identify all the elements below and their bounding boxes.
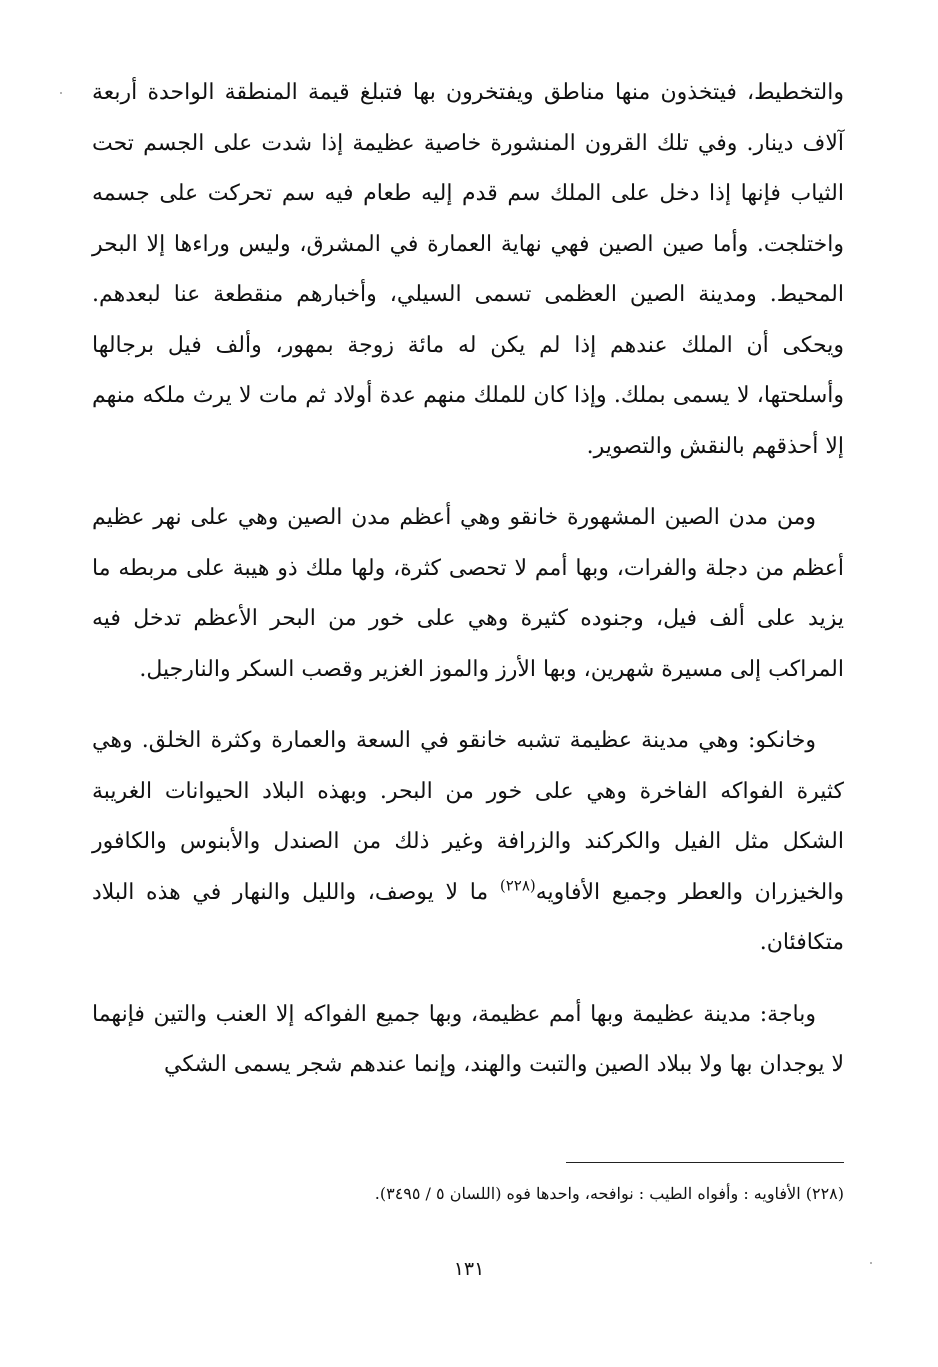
paragraph-3	[92, 716, 844, 969]
footnote-reference[interactable]: (٢٢٨)	[499, 876, 536, 895]
paragraph-2	[92, 493, 844, 695]
paragraph-1	[92, 68, 844, 472]
paragraph-2-text: ومن مدن الصين المشهورة خانقو وهي أعظم مدن الصين وهي على نهر عظيم أعظم من دجلة والفرات، وبها أمم لا تحصى كثرة، ولها ملك ذو هيبة على مربطه ما يزيد على ألف فيل، وجنوده كثيرة وهي على خور من البحر الأعظم تدخل فيه المراكب إلى مسيرة شهرين، وبها الأرز والموز الغزير وقصب السكر والنارجيل.	[92, 505, 844, 682]
paragraph-4-text: وباجة: مدينة عظيمة وبها أمم عظيمة، وبها جميع الفواكه إلا العنب والتين فإنهما لا يوجدان بها ولا ببلاد الصين والتبت والهند، وإنما عندهم شجر يسمى الشكي	[92, 1001, 844, 1077]
paragraph-4	[92, 990, 844, 1091]
page-number: ١٣١	[453, 1258, 485, 1280]
main-text	[92, 68, 844, 1112]
paragraph-3-text-before: وخانكو: وهي مدينة عظيمة تشبه خانقو في السعة والعمارة وكثرة الخلق. وهي كثيرة الفواكه الفاخرة وهي على خور من البحر. وبهذه البلاد الحيوانات الغريبة الشكل مثل الفيل والكركند والزرافة وغير ذلك من الصندل والأبنوس والكافور والخيزران والعطر وجميع الأفاويه	[92, 728, 844, 905]
paragraph-1-text: والتخطيط، فيتخذون منها مناطق ويفتخرون بها فتبلغ قيمة المنطقة الواحدة أربعة آلاف دينار. وفي تلك القرون المنشورة خاصية عظيمة إذا شدت على الجسم تحت الثياب فإنها إذا دخل على الملك سم قدم إليه طعام فيه سم تحركت على جسمه واختلجت. وأما صين الصين فهي نهاية العمارة في المشرق، وليس وراءها إلا البحر المحيط. ومدينة الصين العظمى تسمى السيلي، وأخبارهم منقطعة عنا لبعدهم. ويحكى أن الملك عندهم إذا لم يكن له مائة زوجة بمهور، وألف فيل برجالها وأسلحتها، لا يسمى بملك. وإذا كان للملك منهم عدة أولاد ثم مات لا يرث ملكه منهم إلا أحذقهم بالنقش والتصوير.	[92, 80, 844, 459]
footnote-separator	[566, 1162, 844, 1163]
footnote: (٢٢٨) الأفاويه : وأفواه الطيب : نوافحه، واحدها فوه (اللسان ٥ / ٣٤٩٥).	[374, 1184, 844, 1203]
scan-speck	[60, 92, 62, 94]
scan-speck	[870, 1262, 872, 1264]
paragraph-3-text-after: ما لا يوصف، والليل والنهار في هذه البلاد متكافئان.	[92, 879, 844, 955]
